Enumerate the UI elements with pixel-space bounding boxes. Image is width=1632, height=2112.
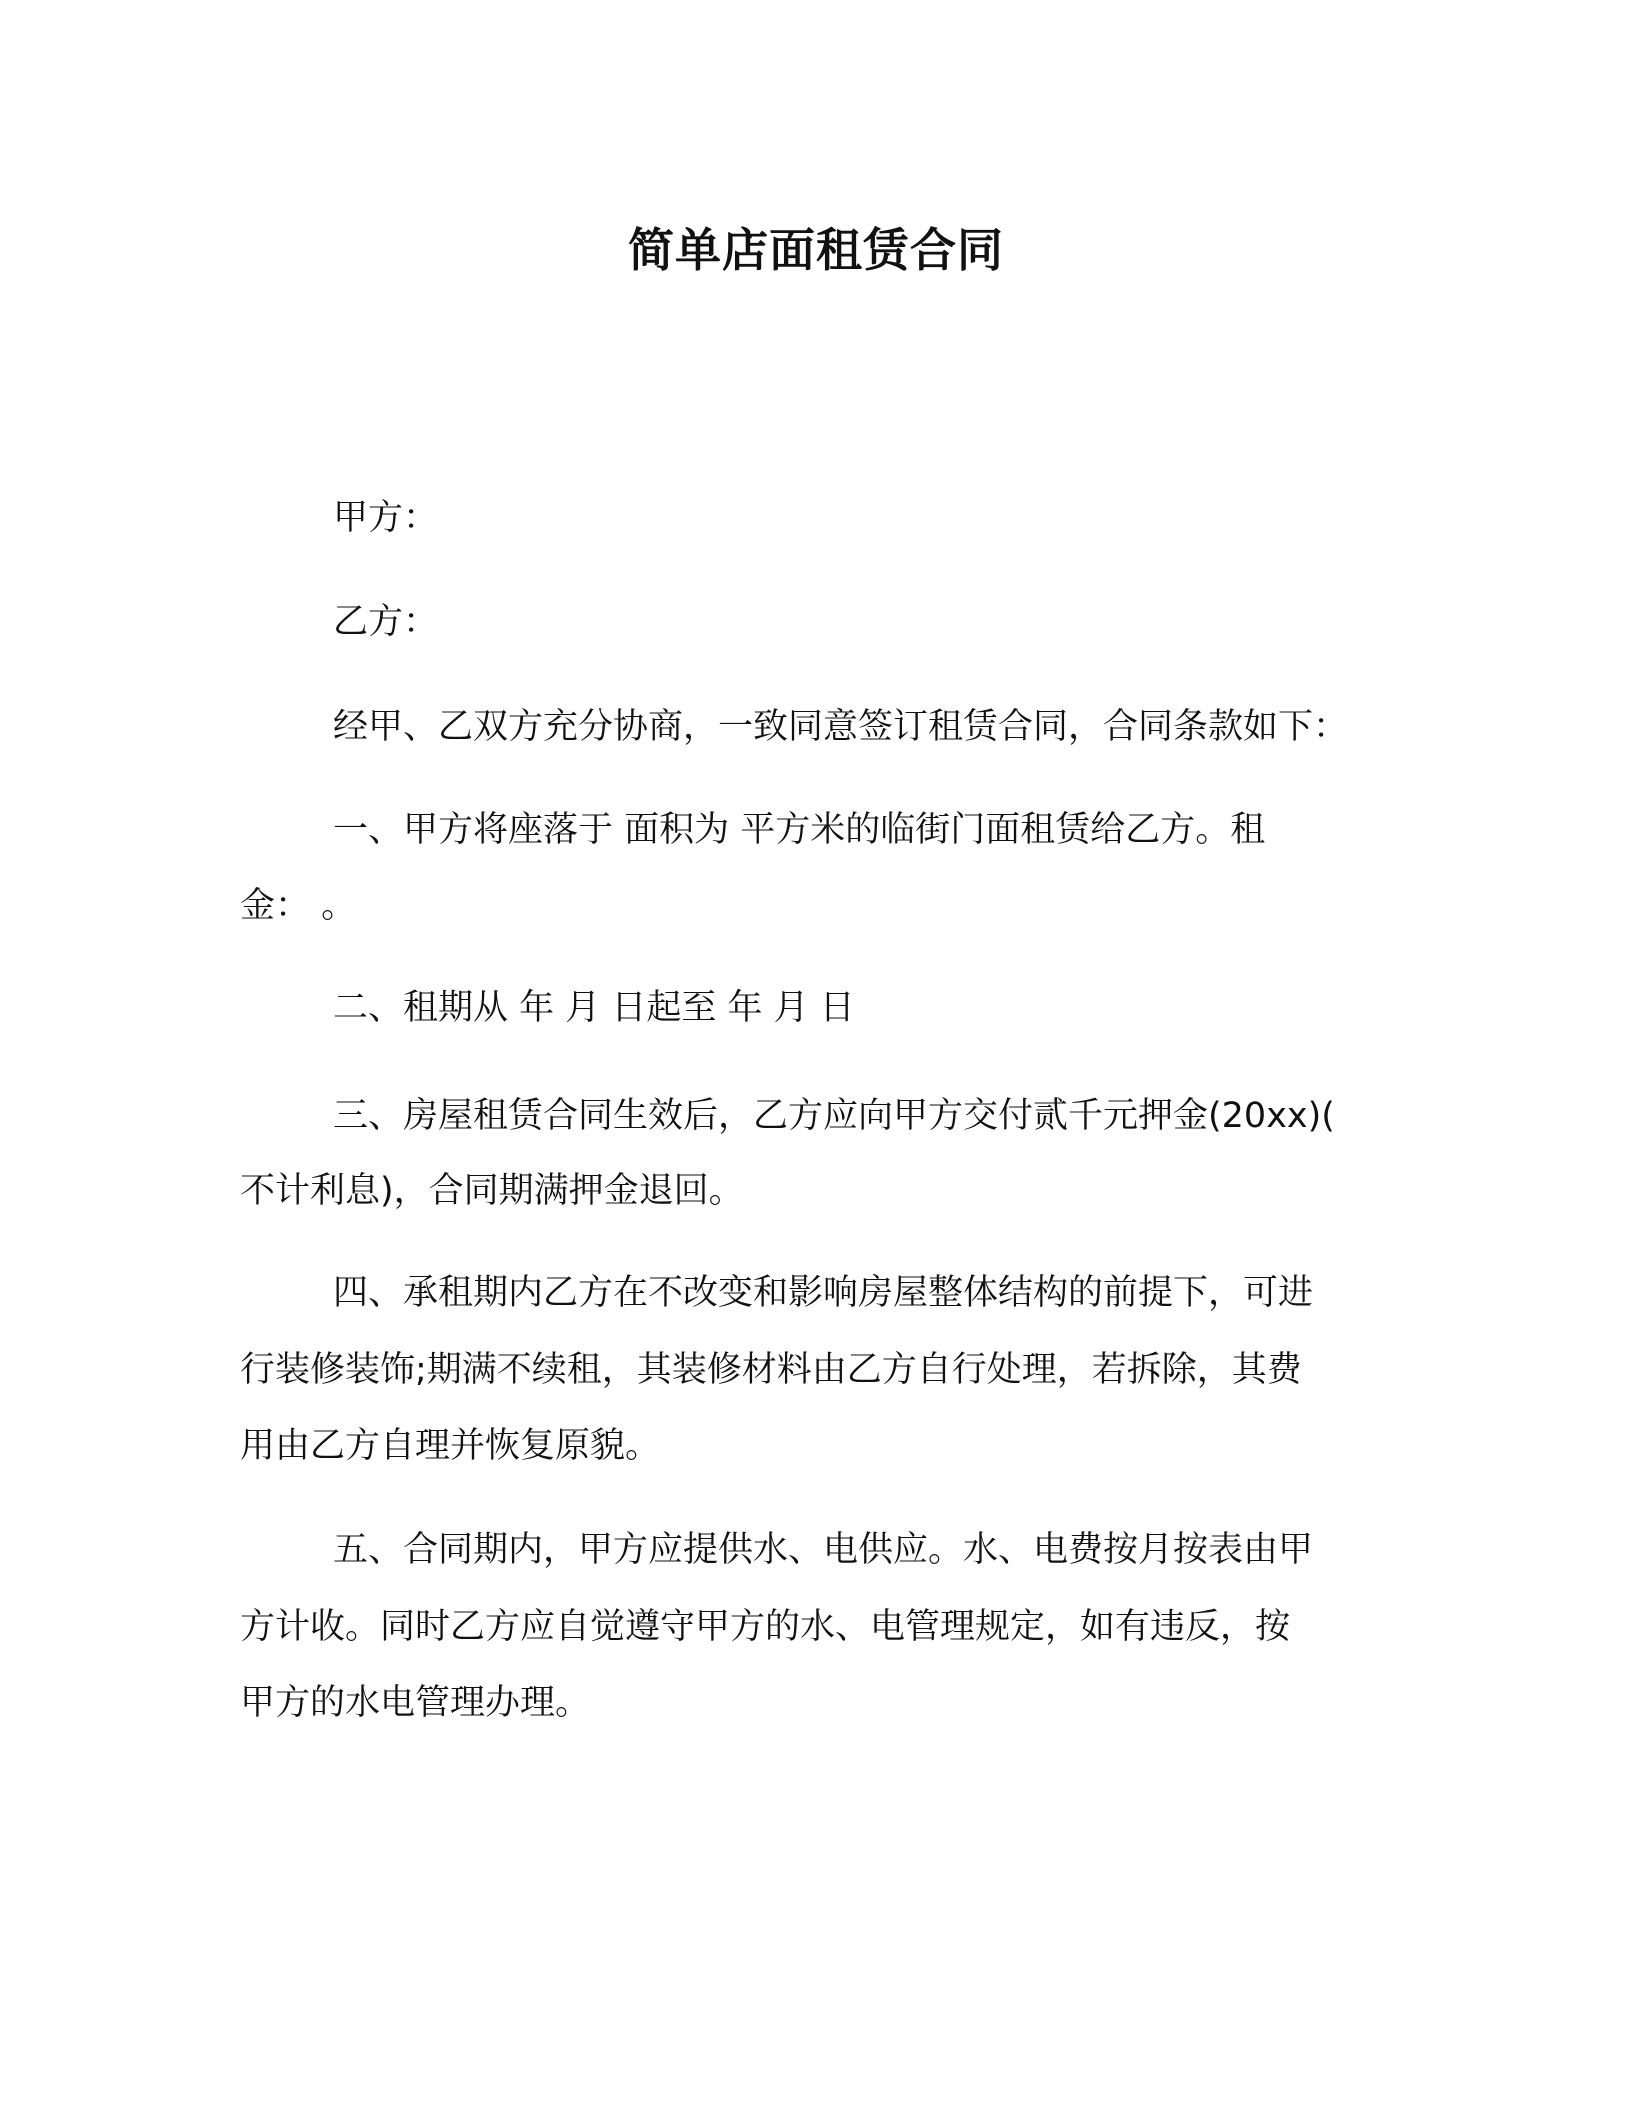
clause-5-line-3: 甲方的水电管理办理。 [240, 1683, 591, 1723]
clause-5-line-1: 五、合同期内，甲方应提供水、电供应。水、电费按月按表由甲 [333, 1530, 1314, 1570]
clause-3-line-1: 三、房屋租赁合同生效后，乙方应向甲方交付贰千元押金(20xx)( [333, 1096, 1335, 1136]
clause-4-line-1: 四、承租期内乙方在不改变和影响房屋整体结构的前提下，可进 [333, 1273, 1314, 1313]
document-title: 简单店面租赁合同 [628, 223, 1004, 277]
clause-3-line-2: 不计利息)，合同期满押金退回。 [240, 1171, 744, 1211]
clause-4-line-2: 行装修装饰;期满不续租，其装修材料由乙方自行处理，若拆除，其费 [240, 1350, 1302, 1390]
clause-5-line-2: 方计收。同时乙方应自觉遵守甲方的水、电管理规定，如有违反，按 [240, 1607, 1291, 1647]
clause-4-line-3: 用由乙方自理并恢复原貌。 [240, 1426, 661, 1466]
clause-1-line-1: 一、甲方将座落于 面积为 平方米的临街门面租赁给乙方。租 [333, 810, 1266, 850]
party-a-line: 甲方： [333, 498, 439, 538]
preamble-line: 经甲、乙双方充分协商，一致同意签订租赁合同，合同条款如下： [333, 707, 1349, 747]
clause-2-line-1: 二、租期从 年 月 日起至 年 月 日 [333, 988, 855, 1028]
clause-1-line-2: 金： 。 [240, 886, 357, 926]
party-b-line: 乙方： [333, 602, 439, 642]
